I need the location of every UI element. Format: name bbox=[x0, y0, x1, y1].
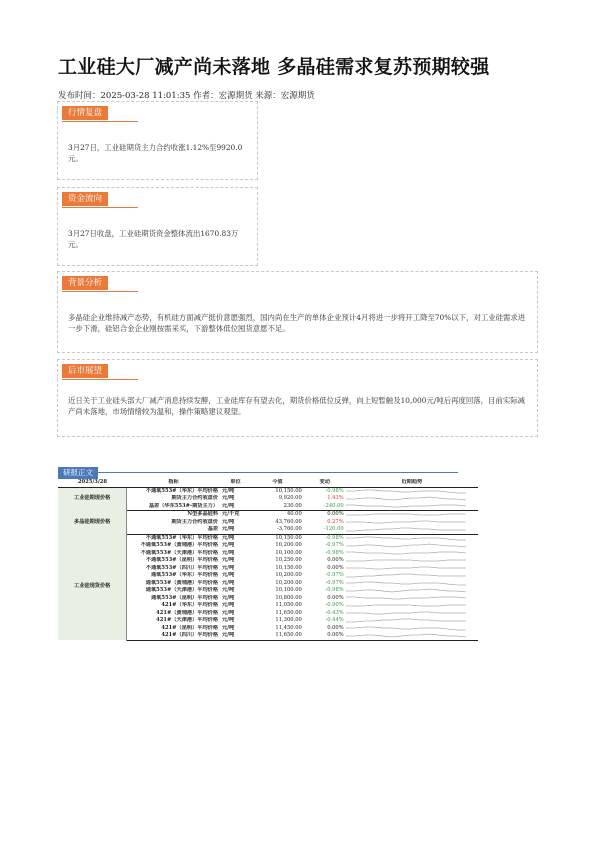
value-cell: 230.00 bbox=[251, 503, 304, 511]
item-cell: 421#（华东）平均价格 bbox=[161, 602, 219, 608]
unit-header: 单位 bbox=[220, 479, 251, 487]
item-cell: 421#（昆明）平均价格 bbox=[161, 624, 219, 631]
table-row bbox=[58, 534, 478, 542]
sparkline bbox=[346, 580, 466, 587]
sparkline bbox=[346, 542, 466, 549]
trend-cell bbox=[346, 565, 478, 573]
value-cell: 43,760.00 bbox=[275, 518, 302, 525]
table-row bbox=[58, 511, 478, 519]
unit-cell: 元/吨 bbox=[222, 594, 235, 601]
item-cell: 不通氧553#（昆明）平均价格 bbox=[145, 557, 219, 563]
item-cell: 不通氧553#（黄埔港）平均价格 bbox=[140, 542, 219, 548]
item-cell: 通氧553#（天津港）平均价格 bbox=[145, 587, 219, 593]
trend-cell bbox=[346, 534, 478, 542]
trend-cell bbox=[346, 487, 478, 495]
item-cell: 期货主力合约收盘价 bbox=[171, 495, 219, 501]
trend-cell bbox=[346, 550, 478, 558]
change-cell: 0.00% bbox=[327, 564, 344, 571]
item-cell: 基差（华东553#-期货主力） bbox=[127, 503, 220, 511]
section-fund-flow bbox=[57, 187, 258, 266]
category-cell: 工业硅现货价格 bbox=[58, 534, 127, 640]
change-cell: -0.97% bbox=[325, 572, 344, 578]
unit-cell: 元/吨 bbox=[222, 624, 235, 631]
change-cell: -0.97% bbox=[325, 542, 344, 548]
item-cell: 421#（四川）平均价格 bbox=[127, 632, 220, 640]
trend-cell bbox=[346, 572, 478, 580]
trend-cell bbox=[346, 610, 478, 618]
trend-cell bbox=[346, 587, 478, 595]
change-cell: 0.00% bbox=[327, 624, 344, 631]
unit-cell: 元/吨 bbox=[222, 579, 235, 586]
change-cell: 0.00% bbox=[304, 632, 346, 640]
value-cell: 11,650.00 bbox=[251, 632, 304, 640]
unit-cell: 元/吨 bbox=[222, 518, 235, 525]
value-cell: 10,250.00 bbox=[275, 557, 302, 563]
change-cell: -0.98% bbox=[325, 587, 344, 593]
unit-cell: 元/吨 bbox=[222, 602, 235, 608]
change-cell: -0.98% bbox=[325, 487, 344, 494]
sparkline bbox=[346, 617, 466, 624]
unit-cell: 元/吨 bbox=[222, 587, 235, 593]
value-cell: 9,920.00 bbox=[278, 495, 302, 501]
trend-cell bbox=[346, 495, 478, 503]
value-cell: 10,100.00 bbox=[275, 549, 302, 556]
unit-cell: 元/吨 bbox=[222, 549, 235, 556]
change-cell: -0.98% bbox=[325, 549, 344, 556]
trend-cell bbox=[346, 519, 478, 527]
sparkline bbox=[346, 572, 466, 579]
sparkline bbox=[346, 587, 466, 594]
item-cell: 不通氧553#（华东）平均价格 bbox=[145, 487, 219, 494]
unit-cell: 元/吨 bbox=[222, 572, 235, 578]
sparkline bbox=[346, 519, 466, 526]
category-cell: 多晶硅期现价格 bbox=[58, 511, 127, 535]
section-text: 3月27日收盘，工业硅期货资金整体流出1670.83万元。 bbox=[68, 229, 239, 249]
unit-cell: 元/吨 bbox=[222, 609, 235, 616]
unit-cell: 元/吨 bbox=[220, 526, 251, 534]
change-cell: 0.00% bbox=[327, 557, 344, 563]
sparkline bbox=[346, 503, 466, 510]
value-cell: 11,450.00 bbox=[275, 624, 302, 631]
value-cell: -3,760.00 bbox=[251, 526, 304, 534]
section-text: 3月27日，工业硅期货主力合约收涨1.12%至9920.0元。 bbox=[68, 143, 243, 163]
section-background bbox=[57, 271, 538, 353]
change-cell: 0.00% bbox=[327, 594, 344, 601]
trend-cell bbox=[346, 602, 478, 610]
value-cell: 10,150.00 bbox=[275, 534, 302, 541]
sparkline bbox=[346, 535, 466, 542]
article-meta: 发布时间：2025-03-28 11:01:35 作者：宏源期货 来源：宏源期货 bbox=[58, 91, 315, 101]
unit-cell: 元/千克 bbox=[222, 511, 240, 517]
sparkline bbox=[346, 565, 466, 572]
trend-header: 近期趋势 bbox=[346, 479, 478, 487]
item-cell: 421#（天津港）平均价格 bbox=[156, 617, 219, 623]
item-cell: 通氧553#（昆明）平均价格 bbox=[150, 594, 219, 601]
item-cell: 通氧553#（华东）平均价格 bbox=[150, 572, 219, 578]
item-cell: 421#（黄埔港）平均价格 bbox=[156, 609, 219, 616]
item-cell: 不通氧553#（四川）平均价格 bbox=[145, 564, 219, 571]
value-cell: 10,150.00 bbox=[275, 487, 302, 494]
change-cell: -120.00 bbox=[304, 526, 346, 534]
unit-cell: 元/吨 bbox=[222, 487, 235, 494]
unit-cell: 元/吨 bbox=[222, 534, 235, 541]
change-cell: -240.00 bbox=[304, 503, 346, 511]
sparkline bbox=[346, 632, 466, 639]
value-cell: 10,800.00 bbox=[275, 594, 302, 601]
value-header: 今值 bbox=[251, 479, 304, 487]
section-tag: 行情复盘 bbox=[62, 106, 108, 120]
category-cell: 工业硅期现价格 bbox=[58, 487, 127, 511]
trend-cell bbox=[346, 617, 478, 625]
item-cell: N型多晶硅料 bbox=[187, 511, 219, 517]
value-cell: 10,150.00 bbox=[275, 564, 302, 571]
sparkline bbox=[346, 602, 466, 609]
value-cell: 11,300.00 bbox=[275, 617, 302, 623]
sparkline bbox=[346, 550, 466, 557]
trend-cell bbox=[346, 557, 478, 565]
sparkline bbox=[346, 488, 466, 495]
trend-cell bbox=[346, 632, 478, 640]
sparkline bbox=[346, 511, 466, 518]
change-cell: -0.97% bbox=[325, 579, 344, 586]
unit-cell: 元/吨 bbox=[222, 495, 235, 501]
trend-cell bbox=[346, 625, 478, 633]
table-body bbox=[58, 487, 478, 640]
change-header: 变动 bbox=[304, 479, 346, 487]
price-table bbox=[58, 479, 478, 641]
trend-cell bbox=[346, 542, 478, 550]
section-text: 近日关于工业硅头部大厂减产消息持续发酵，工业硅库存有望去化，期货价格低位反弹，向上短暂触及10,000元/吨后再度回落，目前实际减产尚未落地，市场情绪较为温和，操作策略建议观望。 bbox=[68, 396, 526, 416]
sparkline bbox=[346, 526, 466, 533]
change-cell: -0.90% bbox=[325, 602, 344, 608]
article-title: 工业硅大厂减产尚未落地 多晶硅需求复苏预期较强 bbox=[58, 56, 490, 78]
trend-cell bbox=[346, 595, 478, 603]
change-cell: 0.27% bbox=[327, 518, 344, 525]
report-section-label: 研报正文 bbox=[58, 467, 98, 479]
sparkline bbox=[346, 557, 466, 564]
value-cell: 10,200.00 bbox=[275, 579, 302, 586]
item-header: 指标 bbox=[127, 479, 220, 487]
change-cell: -0.44% bbox=[325, 617, 344, 623]
unit-cell: 元/吨 bbox=[220, 632, 251, 640]
section-outlook bbox=[57, 359, 538, 437]
change-cell: 0.00% bbox=[327, 511, 344, 517]
section-tag: 后市展望 bbox=[62, 364, 108, 378]
unit-cell: 元/吨 bbox=[222, 617, 235, 623]
section-text: 多晶硅企业维持减产态势，有机硅方面减产挺价意愿强烈，国内尚在生产的单体企业预计4月将进一步将开工降至70%以下，对工业硅需求进一步下滑，硅铝合金企业刚按需采买，下游整体低位囤货意愿不足。 bbox=[68, 313, 526, 333]
item-cell: 期货主力合约收盘价 bbox=[171, 518, 219, 525]
item-cell: 不通氧553#（华东）平均价格 bbox=[145, 534, 219, 541]
trend-cell bbox=[346, 503, 478, 511]
item-cell: 通氧553#（黄埔港）平均价格 bbox=[145, 579, 219, 586]
change-cell: -0.43% bbox=[325, 609, 344, 616]
item-cell: 基差 bbox=[127, 526, 220, 534]
value-cell: 11,650.00 bbox=[275, 609, 302, 616]
unit-cell: 元/吨 bbox=[222, 557, 235, 563]
trend-cell bbox=[346, 511, 478, 519]
change-cell: 1.43% bbox=[327, 495, 344, 501]
item-cell: 不通氧553#（天津港）平均价格 bbox=[140, 549, 219, 556]
unit-cell: 元/吨 bbox=[220, 503, 251, 511]
trend-cell bbox=[346, 526, 478, 534]
sparkline bbox=[346, 595, 466, 602]
report-section-header bbox=[58, 460, 458, 477]
unit-cell: 元/吨 bbox=[222, 564, 235, 571]
section-market-review bbox=[57, 101, 258, 180]
value-cell: 10,100.00 bbox=[275, 587, 302, 593]
change-cell: -0.98% bbox=[325, 534, 344, 541]
table-header-row bbox=[58, 479, 478, 487]
sparkline bbox=[346, 495, 466, 502]
table-row bbox=[58, 487, 478, 495]
sparkline bbox=[346, 610, 466, 617]
trend-cell bbox=[346, 580, 478, 588]
section-tag: 资金流向 bbox=[62, 192, 108, 206]
sparkline bbox=[346, 625, 466, 632]
section-tag: 背景分析 bbox=[62, 276, 108, 290]
date-header: 2025/3/28 bbox=[58, 479, 127, 487]
value-cell: 10,200.00 bbox=[275, 542, 302, 548]
value-cell: 10,200.00 bbox=[275, 572, 302, 578]
value-cell: 11,050.00 bbox=[275, 602, 302, 608]
value-cell: 40.00 bbox=[286, 511, 302, 517]
unit-cell: 元/吨 bbox=[222, 542, 235, 548]
